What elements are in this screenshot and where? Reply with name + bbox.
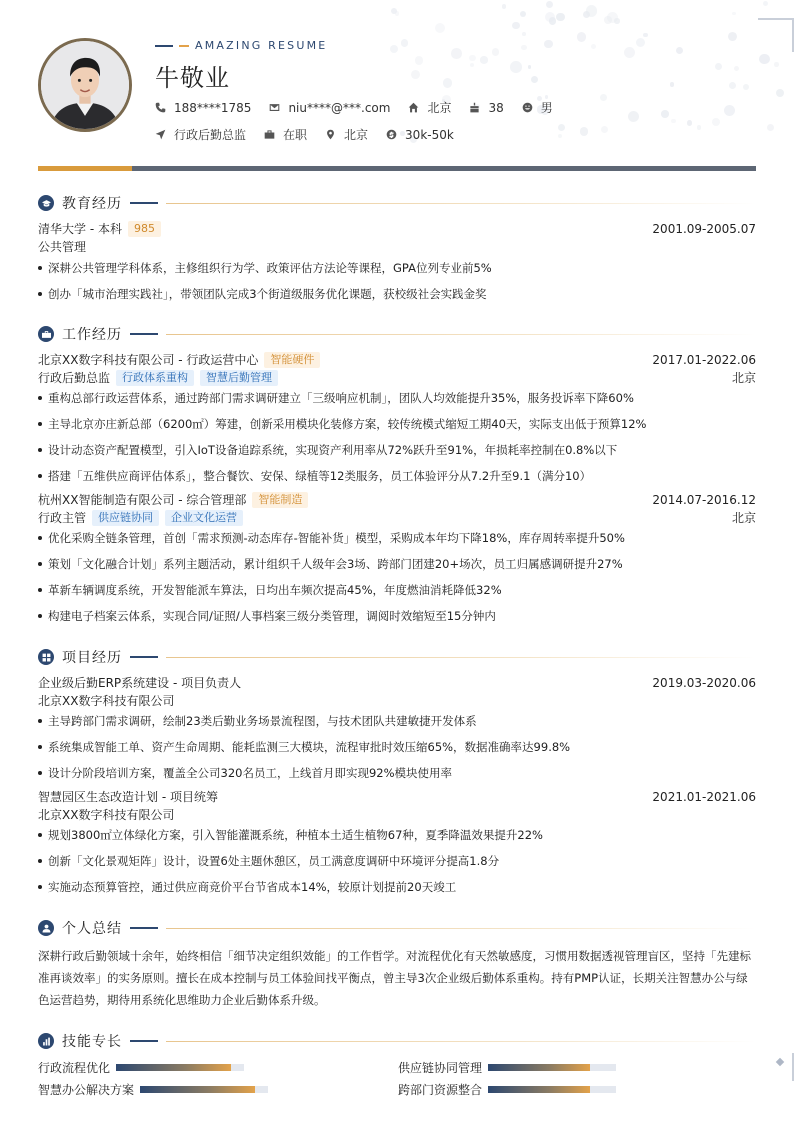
project-company: 北京XX数字科技有限公司 [38,808,175,822]
skill-item [38,1059,244,1076]
grid-icon [38,649,54,665]
section-line-gold [166,1041,756,1042]
background-dot [586,5,598,17]
education-major-row [38,238,756,255]
project-name: 企业级后勤ERP系统建设 - 项目负责人 [38,676,242,690]
send-icon [155,129,166,140]
background-dot [614,18,619,23]
section-title-text: 工作经历 [62,327,122,343]
hometown-value: 北京 [427,101,452,115]
tagline-text: AMAZING RESUME [195,39,328,52]
background-dot [546,1,553,8]
background-dot [580,127,589,136]
project-company: 北京XX数字科技有限公司 [38,694,175,708]
school-tag: 985 [128,221,161,237]
list-item: 策划「文化融合计划」系列主题活动，累计组织千人级年会3场、跨部门团建20+场次，员工归属感调研提升27% [38,556,756,572]
job-header [38,351,756,368]
background-dot [502,4,507,9]
section-title-education [38,193,756,213]
smile-icon [522,102,533,113]
job-position: 行政主管 [38,511,87,525]
background-dot [401,39,408,46]
skill-name: 行政流程优化 [38,1061,111,1075]
email-value: niu****@***.com [288,100,391,115]
tagline-line-navy [155,45,173,47]
project-company-row [38,692,756,709]
background-dot [712,118,720,126]
background-dot [743,84,749,90]
age-value: 38 [488,100,504,115]
section-line-navy [130,927,158,929]
list-item: 规划3800㎡立体绿化方案，引入智能灌溉系统，种植本土适生植物67种，夏季降温效果提升22% [38,827,756,843]
job-city: 北京 [731,511,756,525]
skill-name: 跨部门资源整合 [398,1083,483,1097]
location-pin-icon [325,129,336,140]
list-item: 主导北京亦庄新总部（6200㎡）筹建，创新采用模块化装修方案，较传统模式缩短工期40天，实际支出低于预算12% [38,416,756,432]
briefcase-icon [264,129,275,140]
skill-level-bar [116,1064,244,1071]
list-item: 创新「文化景观矩阵」设计，设置6处主题休憩区，员工满意度调研中环境评分提高1.8分 [38,853,756,869]
background-dot [670,82,674,86]
hometown-info [408,99,451,116]
skill-level-fill [140,1086,255,1093]
header-divider-accent [38,166,132,171]
background-dot [763,1,768,6]
background-dot [729,82,736,89]
background-dot [600,94,607,101]
skill-item [398,1059,616,1076]
project-company-row [38,806,756,823]
section-title-skills [38,1031,756,1051]
job-city: 北京 [731,371,756,385]
background-dot [556,13,564,21]
job-company: 杭州XX智能制造有限公司 - 综合管理部 [38,493,247,507]
background-dot [390,45,398,53]
phone-info [155,101,251,115]
list-item: 搭建「五维供应商评估体系」，整合餐饮、安保、绿植等12类服务，员工体验评分从7.2升至9.1（满分10） [38,468,756,484]
status-info [264,126,307,143]
background-dot [636,38,645,47]
user-icon [38,920,54,936]
background-dot [697,125,701,129]
background-dot [512,22,520,30]
list-item: 构建电子档案云体系，实现合同/证照/人事档案三级分类管理，调阅时效缩短至15分钟内 [38,608,756,624]
background-dot [643,33,648,38]
project-period: 2021.01-2021.06 [652,789,756,804]
job-position: 行政后勤总监 [38,371,111,385]
background-dot [628,111,639,122]
phone-value: 188****1785 [174,100,252,115]
background-dot [415,56,424,65]
major: 公共管理 [38,240,87,254]
background-dot [520,11,526,17]
tagline-line-gold [179,45,189,47]
section-line-navy [130,333,158,335]
background-dot [676,47,683,54]
skill-name: 供应链协同管理 [398,1061,483,1075]
skill-level-fill [488,1086,590,1093]
background-dot [734,66,739,71]
target-position-info [155,126,246,143]
background-dot [624,47,636,59]
job-position-row [38,509,756,526]
section-title-text: 个人总结 [62,921,122,937]
education-header [38,220,756,237]
background-dot [531,76,538,83]
background-dot [443,78,452,87]
skill-level-bar [488,1064,616,1071]
target-city-value: 北京 [344,128,369,142]
section-line-gold [166,928,756,929]
background-dot [767,124,774,131]
list-item: 创办「城市治理实践社」，带领团队完成3个街道级服务优化课题，获校级社会实践金奖 [38,286,756,302]
background-dot [759,54,770,65]
background-dot [510,61,522,73]
background-dot [544,40,552,48]
list-item: 重构总部行政运营体系，通过跨部门需求调研建立「三级响应机制」，团队人均效能提升35%，服务投诉率下降60% [38,390,756,406]
corner-decoration [758,18,794,52]
section-line-navy [130,656,158,658]
section-line-gold [166,334,756,335]
industry-tag: 智能制造 [252,492,308,508]
background-dot [591,44,596,49]
background-dot [411,70,420,79]
background-dot [528,65,531,68]
background-dot [776,89,784,97]
background-dot [577,32,587,42]
background-dot [732,12,736,16]
job-intent-row [155,126,472,143]
list-item: 优化采购全链条管理，首创「需求预测-动态库存-智能补货」模型，采购成本年均下降18%，库存周转率提升50% [38,530,756,546]
project-period: 2019.03-2020.06 [652,675,756,690]
section-line-gold [166,203,756,204]
background-dot [661,110,668,117]
list-item: 设计分阶段培训方案，覆盖全公司320名员工，上线首月即实现92%模块使用率 [38,765,756,781]
job-period: 2017.01-2022.06 [652,352,756,367]
background-dot [715,63,722,70]
list-item: 革新车辆调度系统，开发智能派车算法，日均出车频次提高45%，年度燃油消耗降低32% [38,582,756,598]
corner-decoration-bottom [774,1053,794,1081]
background-dot [522,32,526,36]
mail-icon [269,102,280,113]
section-line-gold [166,657,756,658]
background-dot [774,62,779,67]
contact-info-row [155,99,571,116]
graduation-cap-icon [38,195,54,211]
job-company: 北京XX数字科技有限公司 - 行政运营中心 [38,353,259,367]
gender-value: 男 [540,101,553,115]
skill-item [38,1081,268,1098]
skill-level-fill [116,1064,231,1071]
job-period: 2014.07-2016.12 [652,492,756,507]
background-dot [492,48,500,56]
skill-level-fill [488,1064,590,1071]
target-position-value: 行政后勤总监 [174,128,247,142]
skill-name: 智慧办公解决方案 [38,1083,135,1097]
list-item: 实施动态预算管控，通过供应商竞价平台节省成本14%，较原计划提前20天竣工 [38,879,756,895]
project-name: 智慧园区生态改造计划 - 项目统筹 [38,790,218,804]
section-line-navy [130,202,158,204]
section-title-work [38,324,756,344]
skill-level-bar [140,1086,268,1093]
education-period: 2001.09-2005.07 [652,221,756,236]
list-item: 设计动态资产配置模型，引入IoT设备追踪系统，实现资产利用率从72%跃升至91%，年损耗率控制在0.8%以下 [38,442,756,458]
salary-info [386,128,454,142]
skill-level-bar [488,1086,616,1093]
project-header [38,674,756,691]
background-dot [435,23,445,33]
background-dot [687,120,692,125]
section-title-projects [38,647,756,667]
job-position-row [38,369,756,386]
background-dot [601,126,608,133]
background-dot [558,124,566,132]
section-title-summary [38,918,756,938]
background-dot [724,105,735,116]
skill-tag: 行政体系重构 [116,370,194,386]
section-title-text: 技能专长 [62,1034,122,1050]
phone-icon [155,102,166,113]
skill-tag: 智慧后勤管理 [200,370,278,386]
resume-tagline [155,39,327,52]
section-title-text: 教育经历 [62,196,122,212]
salary-value: 30k-50k [405,127,454,142]
background-dot [469,55,476,62]
list-item: 主导跨部门需求调研，绘制23类后勤业务场景流程图，与技术团队共建敏捷开发体系 [38,713,756,729]
skill-item [398,1081,616,1098]
age-info [469,101,503,115]
candidate-name: 牛敬业 [155,64,230,92]
status-value: 在职 [283,128,308,142]
job-header [38,491,756,508]
briefcase-icon [38,326,54,342]
avatar [38,38,132,132]
bar-chart-icon [38,1033,54,1049]
project-header [38,788,756,805]
industry-tag: 智能硬件 [264,352,320,368]
avatar-photo [41,41,129,129]
background-dot [480,56,487,63]
cake-icon [469,102,480,113]
background-dot [470,63,474,67]
section-title-text: 项目经历 [62,650,122,666]
summary-text: 深耕行政后勤领域十余年，始终相信「细节决定组织效能」的工作哲学。对流程优化有天然敏感度，习惯用数据透视管理盲区，坚持「先建标准再谈效率」的实务原则。擅长在成本控制与员工体验间找平衡点，曾主导3次企业级后勤体系重构。持有PMP认证，长期关注智慧办公与绿色运营趋势，期待用系统化思维助力企业后勤体系升级。 [38,949,751,1007]
section-line-navy [130,1040,158,1042]
skill-tag: 企业文化运营 [165,510,243,526]
list-item: 系统集成智能工单、资产生命周期、能耗监测三大模块，流程审批时效压缩65%，数据准确率达99.8% [38,739,756,755]
background-dot [671,119,675,123]
gender-info [522,99,553,116]
header-divider-bar [38,166,756,171]
background-dot [521,45,526,50]
money-icon [386,129,397,140]
list-item: 深耕公共管理学科体系，主修组织行为学、政策评估方法论等课程，GPA位列专业前5% [38,260,756,276]
background-dot [728,32,737,41]
skill-tag: 供应链协同 [92,510,159,526]
target-city-info [325,126,368,143]
school-name: 清华大学 - 本科 [38,222,122,236]
email-info [269,101,390,115]
background-dot [451,48,461,58]
background-dot [558,134,562,138]
home-icon [408,102,419,113]
